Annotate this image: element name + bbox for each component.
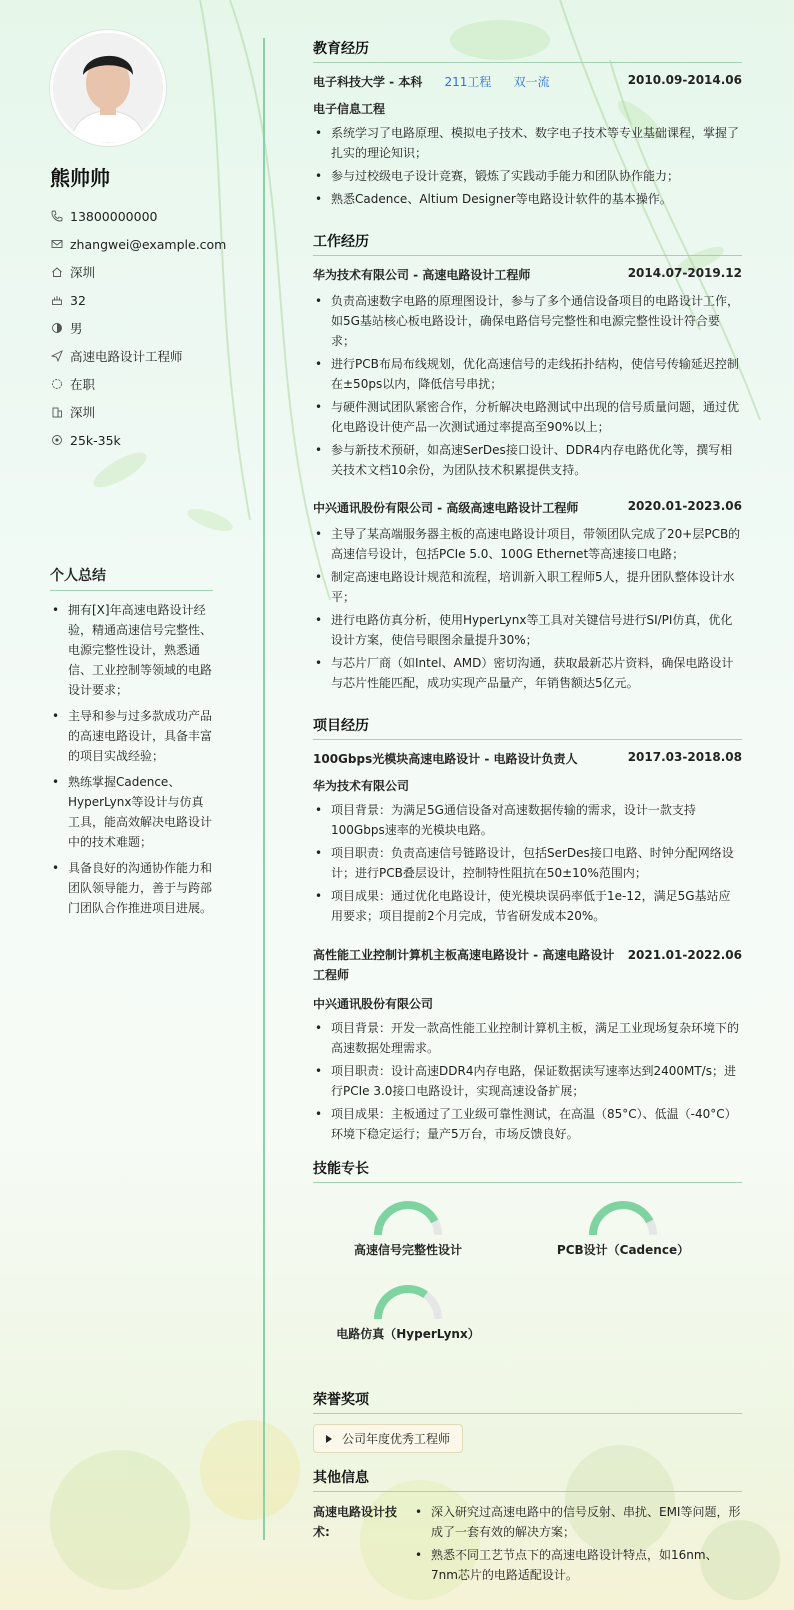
- contact-info: [50, 202, 226, 454]
- list-item: • 制定高速电路设计规范和流程，培训新入职工程师5人，提升团队整体设计水平；: [313, 567, 742, 607]
- coin-icon: [50, 433, 64, 447]
- job-date: 2020.01-2023.06: [627, 499, 742, 513]
- other-list: [413, 1502, 742, 1588]
- list-item: • 与芯片厂商（如Intel、AMD）密切沟通，获取最新芯片资料，确保电路设计与芯片性能匹配，成功实现产品量产，年销售额达5亿元。: [313, 653, 742, 693]
- salary-text: 25k-35k: [70, 432, 121, 448]
- status-row: [50, 370, 226, 398]
- phone-row: [50, 202, 226, 230]
- major: 电子信息工程: [313, 102, 386, 116]
- summary-title: 个人总结: [50, 565, 213, 591]
- job-head: [313, 266, 742, 283]
- skill-gauge-fill: [378, 1289, 426, 1319]
- building-icon: [50, 405, 64, 419]
- age-row: [50, 286, 226, 314]
- project-company: 华为技术有限公司: [313, 779, 410, 793]
- skill-item: [538, 1197, 708, 1258]
- other-row: [313, 1502, 742, 1588]
- projects-section: [313, 715, 742, 1144]
- job-date: 2014.07-2019.12: [627, 266, 742, 280]
- project-date: 2017.03-2018.08: [627, 750, 742, 764]
- skills-grid: [313, 1193, 742, 1375]
- status-text: 在职: [70, 377, 96, 392]
- list-item: • 参与过校级电子设计竞赛，锻炼了实践动手能力和团队协作能力；: [313, 166, 742, 186]
- job-title: 华为技术有限公司 - 高速电路设计工程师: [313, 268, 531, 282]
- list-item: • 深入研究过高速电路中的信号反射、串扰、EMI等问题，形成了一套有效的解决方案；: [413, 1502, 742, 1542]
- list-item: • 熟悉Cadence、Altium Designer等电路设计软件的基本操作。: [313, 189, 742, 209]
- list-item: • 项目成果：主板通过了工业级可靠性测试，在高温（85°C）、低温（-40°C）环境下稳定运行；量产5万台，市场反馈良好。: [313, 1104, 742, 1144]
- skill-label: PCB设计（Cadence）: [556, 1243, 690, 1257]
- awards-title: 荣誉奖项: [313, 1389, 742, 1414]
- job-text: 高速电路设计工程师: [70, 349, 183, 364]
- gender-text: 男: [70, 321, 83, 336]
- list-item: • 项目背景：开发一款高性能工业控制计算机主板，满足工业现场复杂环境下的高速数据处理需求。: [313, 1018, 742, 1058]
- list-item: • 参与新技术预研，如高速SerDes接口设计、DDR4内存电路优化等，撰写相关技术文档10余份，为团队技术积累提供支持。: [313, 440, 742, 480]
- gender-row: [50, 314, 226, 342]
- school-name: 电子科技大学 - 本科: [313, 75, 423, 89]
- project-company: 中兴通讯股份有限公司: [313, 997, 434, 1011]
- home-icon: [50, 265, 64, 279]
- tag-double-first: 双一流: [513, 75, 550, 89]
- project-date: 2021.01-2022.06: [627, 948, 742, 962]
- list-item: • 负责高速数字电路的原理图设计，参与了多个通信设备项目的电路设计工作，如5G基站核心板电路设计，确保电路信号完整性和电源完整性设计符合要求；: [313, 291, 742, 351]
- skill-item: [323, 1197, 493, 1258]
- candidate-name: 熊帅帅: [50, 166, 110, 190]
- send-icon: [50, 349, 64, 363]
- list-item: • 熟悉不同工艺节点下的高速电路设计特点，如16nm、7nm芯片的电路适配设计。: [413, 1545, 742, 1585]
- email-text: zhangwei@example.com: [70, 236, 227, 252]
- project-list: [313, 1018, 742, 1144]
- list-item: • 项目背景：为满足5G通信设备对高速数据传输的需求，设计一款支持100Gbps速率的光模块电路。: [313, 800, 742, 840]
- skill-gauge-fill: [593, 1205, 650, 1235]
- location-row: [50, 258, 226, 286]
- avatar: [50, 30, 166, 146]
- column-divider: [263, 38, 265, 1540]
- cake-icon: [50, 293, 64, 307]
- skill-gauge: [363, 1197, 453, 1237]
- triangle-icon: [326, 1435, 332, 1443]
- education-list: [313, 123, 742, 209]
- skill-gauge: [578, 1197, 668, 1237]
- project-head: [313, 750, 742, 767]
- list-item: • 进行电路仿真分析，使用HyperLynx等工具对关键信号进行SI/PI仿真，优化设计方案，使信号眼图余量提升30%；: [313, 610, 742, 650]
- skills-section: [313, 1158, 742, 1375]
- awards-section: [313, 1389, 742, 1453]
- left-column: [0, 0, 262, 1610]
- list-item: • 系统学习了电路原理、模拟电子技术、数字电子技术等专业基础课程，掌握了扎实的理论知识；: [313, 123, 742, 163]
- education-date: 2010.09-2014.06: [627, 73, 742, 87]
- project-title-line2: 工程师: [313, 968, 350, 982]
- education-title: 教育经历: [313, 38, 742, 63]
- summary-list: [50, 600, 215, 924]
- project-head: [313, 945, 742, 985]
- skill-label: 电路仿真（HyperLynx）: [336, 1327, 480, 1341]
- project-title: 100Gbps光模块高速电路设计 - 电路设计负责人: [313, 752, 578, 766]
- skills-title: 技能专长: [313, 1158, 742, 1183]
- list-item: • 拥有[X]年高速电路设计经验，精通高速信号完整性、电源完整性设计，熟悉通信、工业控制等领域的电路设计要求；: [50, 600, 215, 700]
- list-item: • 项目职责：负责高速信号链路设计，包括SerDes接口电路、时钟分配网络设计；进行PCB叠层设计，控制特性阻抗在50±10%范围内；: [313, 843, 742, 883]
- skill-gauge-fill: [378, 1205, 435, 1235]
- salary-row: [50, 426, 226, 454]
- status-icon: [50, 377, 64, 391]
- school-tags: [427, 75, 550, 89]
- project-list: [313, 800, 742, 926]
- award-text: 公司年度优秀工程师: [342, 1432, 451, 1446]
- project-title-line1: 高性能工业控制计算机主板高速电路设计 - 高速电路设计: [313, 948, 615, 962]
- list-item: • 熟练掌握Cadence、HyperLynx等设计与仿真工具，能高效解决电路设计中的技术难题；: [50, 772, 215, 852]
- education-head: [313, 73, 742, 90]
- job-row: [50, 342, 226, 370]
- phone-text: 13800000000: [70, 208, 158, 224]
- projects-title: 项目经历: [313, 715, 742, 740]
- list-item: • 主导和参与过多款成功产品的高速电路设计，具备丰富的项目实战经验；: [50, 706, 215, 766]
- other-key: 高速电路设计技术:: [313, 1505, 398, 1539]
- mail-icon: [50, 237, 64, 251]
- right-column: [313, 38, 742, 1602]
- education-section: [313, 38, 742, 209]
- gender-icon: [50, 321, 64, 335]
- list-item: • 项目成果：通过优化电路设计，使光模块误码率低于1e-12，满足5G基站应用要求；项目提前2个月完成，节省研发成本20%。: [313, 886, 742, 926]
- list-item: • 具备良好的沟通协作能力和团队领导能力，善于与跨部门团队合作推进项目进展。: [50, 858, 215, 918]
- work-section: [313, 231, 742, 693]
- city-row: [50, 398, 226, 426]
- city-text: 深圳: [70, 405, 96, 420]
- location-text: 深圳: [70, 265, 96, 280]
- job-list: [313, 291, 742, 480]
- phone-icon: [50, 209, 64, 223]
- email-row: [50, 230, 226, 258]
- job-list: [313, 524, 742, 693]
- list-item: • 项目职责：设计高速DDR4内存电路，保证数据读写速率达到2400MT/s；进行PCIe 3.0接口电路设计，实现高速设备扩展；: [313, 1061, 742, 1101]
- list-item: • 与硬件测试团队紧密合作，分析解决电路测试中出现的信号质量问题，通过优化电路设计使产品一次测试通过率提高至90%以上；: [313, 397, 742, 437]
- skill-item: [323, 1281, 493, 1342]
- other-title: 其他信息: [313, 1467, 742, 1492]
- award-badge: [313, 1424, 463, 1453]
- list-item: • 主导了某高端服务器主板的高速电路设计项目，带领团队完成了20+层PCB的高速信号设计，包括PCIe 5.0、100G Ethernet等高速接口电路；: [313, 524, 742, 564]
- list-item: • 进行PCB布局布线规划，优化高速信号的走线拓扑结构，使信号传输延迟控制在±50ps以内，降低信号串扰；: [313, 354, 742, 394]
- skill-label: 高速信号完整性设计: [353, 1243, 462, 1257]
- work-title: 工作经历: [313, 231, 742, 256]
- age-text: 32: [70, 292, 86, 308]
- job-head: [313, 499, 742, 516]
- job-title: 中兴通讯股份有限公司 - 高级高速电路设计工程师: [313, 501, 579, 515]
- skill-gauge: [363, 1281, 453, 1321]
- tag-211: 211工程: [444, 75, 492, 89]
- other-section: [313, 1467, 742, 1588]
